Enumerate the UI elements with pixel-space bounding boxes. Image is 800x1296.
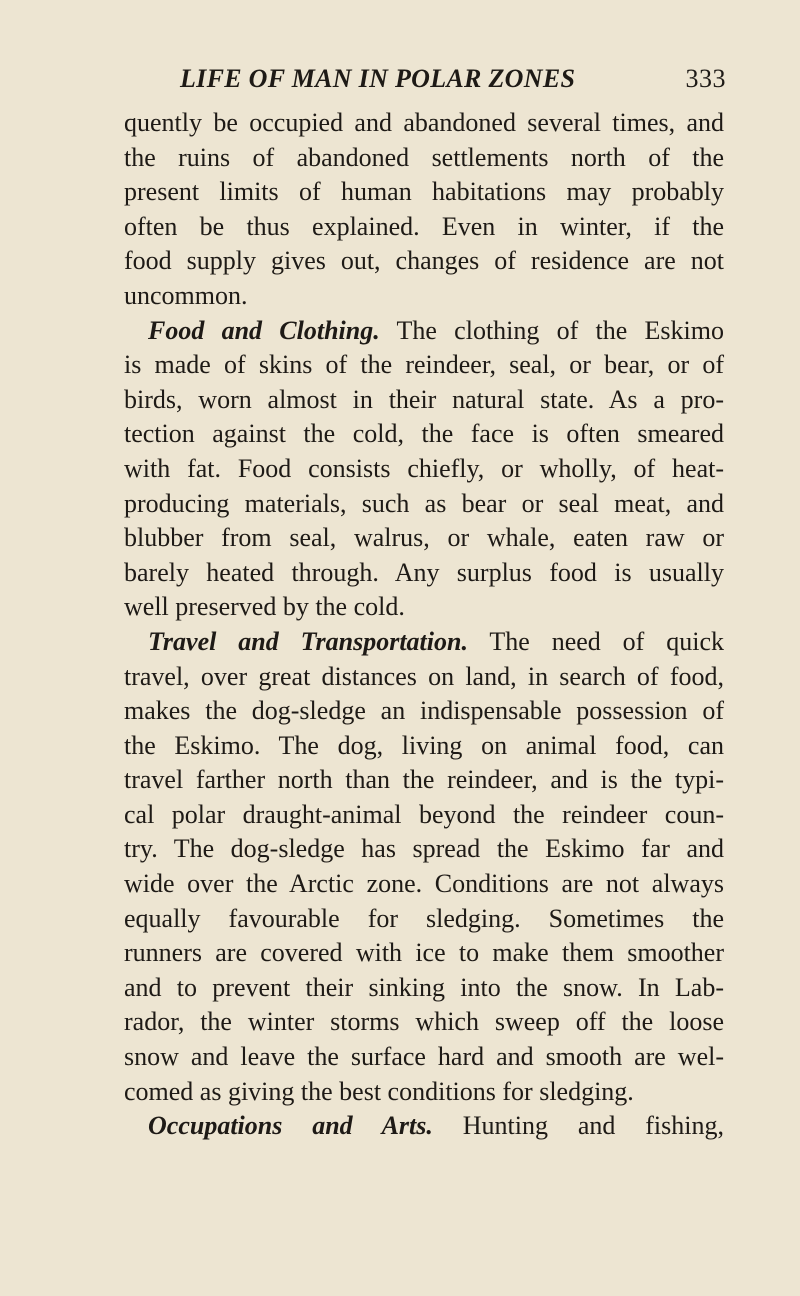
section-heading: Occupations and Arts.: [148, 1111, 433, 1141]
text-line: [124, 867, 724, 902]
line-text: equally favourable for sledging. Sometimes the: [124, 903, 724, 933]
text-line: [124, 971, 724, 1006]
line-text: present limits of human habitations may probably: [124, 177, 724, 207]
text-line: [124, 694, 724, 729]
text-line: [124, 625, 724, 660]
line-text: food supply gives out, changes of residence are not: [124, 246, 724, 276]
line-text: Hunting and fishing,: [432, 1111, 724, 1141]
text-line: [124, 279, 724, 314]
line-text: with fat. Food consists chiefly, or wholly, of heat-: [124, 453, 724, 483]
text-line: [124, 798, 724, 833]
text-line: [124, 936, 724, 971]
line-text: makes the dog-sledge an indispensable possession of: [124, 696, 724, 726]
text-line: [124, 1040, 724, 1075]
text-line: [124, 210, 724, 245]
line-text: The need of quick: [467, 626, 724, 656]
line-text: runners are covered with ice to make them smoother: [124, 938, 724, 968]
line-text: well preserved by the cold.: [124, 592, 405, 622]
text-line: [124, 314, 724, 349]
line-text: uncommon.: [124, 280, 248, 310]
text-line: [124, 590, 724, 625]
line-text: comed as giving the best conditions for sledging.: [124, 1076, 634, 1106]
page-number: 333: [685, 64, 726, 93]
line-text: quently be occupied and abandoned several times, and: [124, 108, 724, 137]
text-line: [124, 660, 724, 695]
line-text: is made of skins of the reindeer, seal, or bear, or of: [124, 350, 724, 380]
line-text: travel farther north than the reindeer, and is the typi-: [124, 765, 724, 795]
line-text: tection against the cold, the face is often smeared: [124, 419, 724, 449]
line-text: birds, worn almost in their natural state. As a pro-: [124, 384, 724, 414]
line-text: try. The dog-sledge has spread the Eskimo far and: [124, 834, 724, 864]
section-heading: Travel and Transportation.: [148, 626, 468, 656]
line-text: often be thus explained. Even in winter, if the: [124, 211, 724, 241]
text-line: [124, 1075, 724, 1110]
text-line: [124, 521, 724, 556]
text-line: [124, 1005, 724, 1040]
running-header: [124, 64, 724, 106]
line-text: blubber from seal, walrus, or whale, eaten raw or: [124, 523, 724, 553]
text-line: [124, 417, 724, 452]
line-text: barely heated through. Any surplus food is usually: [124, 557, 724, 587]
text-line: [124, 244, 724, 279]
body-text: [124, 106, 724, 1144]
line-text: travel, over great distances on land, in search of food,: [124, 661, 724, 691]
line-text: The clothing of the Eskimo: [379, 315, 724, 345]
text-line: [124, 1109, 724, 1144]
text-line: [124, 902, 724, 937]
line-text: cal polar draught-animal beyond the reindeer coun-: [124, 799, 724, 829]
line-text: producing materials, such as bear or seal meat, and: [124, 488, 724, 518]
text-line: [124, 141, 724, 176]
book-page: [124, 64, 724, 1144]
text-line: [124, 487, 724, 522]
text-line: [124, 556, 724, 591]
line-text: snow and leave the surface hard and smooth are wel-: [124, 1042, 724, 1072]
line-text: and to prevent their sinking into the snow. In Lab-: [124, 972, 724, 1002]
section-heading: Food and Clothing.: [148, 315, 380, 345]
line-text: the Eskimo. The dog, living on animal food, can: [124, 730, 724, 760]
text-line: [124, 832, 724, 867]
text-line: [124, 763, 724, 798]
running-title: LIFE OF MAN IN POLAR ZONES: [180, 64, 576, 93]
text-line: [124, 106, 724, 141]
line-text: the ruins of abandoned settlements north of the: [124, 142, 724, 172]
line-text: wide over the Arctic zone. Conditions are not always: [124, 869, 724, 899]
line-text: rador, the winter storms which sweep off the loose: [124, 1007, 724, 1037]
text-line: [124, 175, 724, 210]
text-line: [124, 452, 724, 487]
text-line: [124, 383, 724, 418]
text-line: [124, 348, 724, 383]
text-line: [124, 729, 724, 764]
